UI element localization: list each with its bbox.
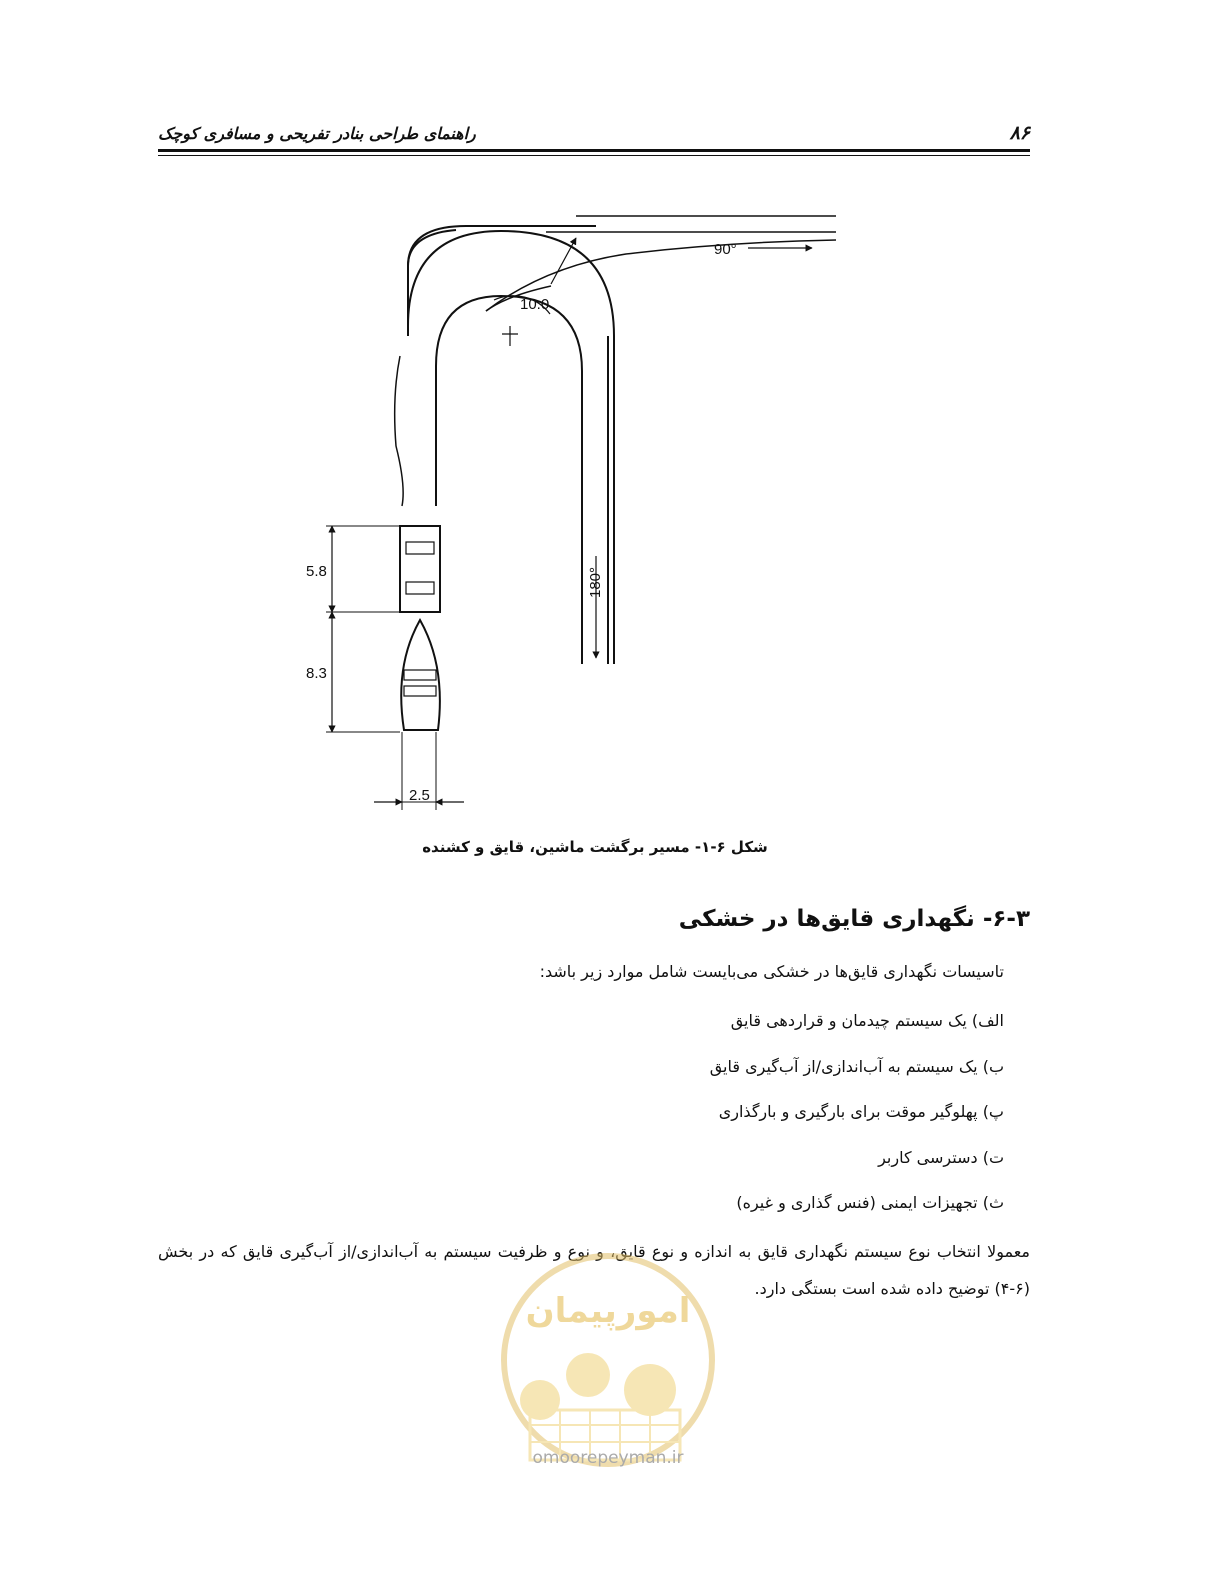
- running-title: راهنمای طراحی بنادر تفریحی و مسافری کوچک: [158, 124, 476, 143]
- turning-path-drawing: [296, 196, 856, 836]
- boat-outline: [401, 620, 440, 730]
- inner-track: [436, 296, 582, 664]
- label-width: 2.5: [409, 787, 430, 804]
- figure-caption: شکل ۶-۱- مسیر برگشت ماشین، قایق و کشنده: [422, 838, 768, 856]
- header-rule-thick: [158, 149, 1030, 152]
- list-item: پ) پهلوگیر موقت برای بارگیری و بارگذاری: [718, 1102, 1004, 1121]
- list-item: ت) دسترسی کاربر: [878, 1148, 1004, 1167]
- label-angle-90: 90°: [714, 241, 737, 258]
- header-rule-thin: [158, 155, 1030, 156]
- watermark-logo: [500, 1250, 720, 1480]
- watermark-url: omoorepeyman.ir: [532, 1448, 684, 1468]
- body-paragraph: معمولا انتخاب نوع سیستم نگهداری قایق به اندازه و نوع قایق، و نوع و ظرفیت سیستم به آب‌اندازی/از آب‌گیری قایق که در بخش (۶-۴) توضیح داده شده است بستگی دارد.: [158, 1242, 1030, 1298]
- watermark-logo-text: امورپیمان: [525, 1291, 691, 1331]
- label-radius: 10.0: [520, 296, 550, 313]
- list-item: ث) تجهیزات ایمنی (فنس گذاری و غیره): [736, 1193, 1004, 1212]
- outer-track-left: [408, 226, 596, 336]
- list-item: ب) یک سیستم به آب‌اندازی/از آب‌گیری قایق: [709, 1057, 1004, 1076]
- turning-path-figure: [296, 196, 856, 836]
- section-intro: تاسیسات نگهداری قایق‌ها در خشکی می‌بایست شامل موارد زیر باشد:: [539, 962, 1004, 981]
- page-number: ۸۶: [1009, 122, 1030, 144]
- section-heading: ۶-۳- نگهداری قایق‌ها در خشکی: [678, 906, 1030, 932]
- car-outline: [400, 526, 440, 612]
- list-item: الف) یک سیستم چیدمان و قراردهی قایق: [730, 1011, 1004, 1030]
- label-angle-180: 180°: [587, 566, 604, 598]
- label-boat-length: 8.3: [306, 665, 327, 682]
- label-car-length: 5.8: [306, 563, 327, 580]
